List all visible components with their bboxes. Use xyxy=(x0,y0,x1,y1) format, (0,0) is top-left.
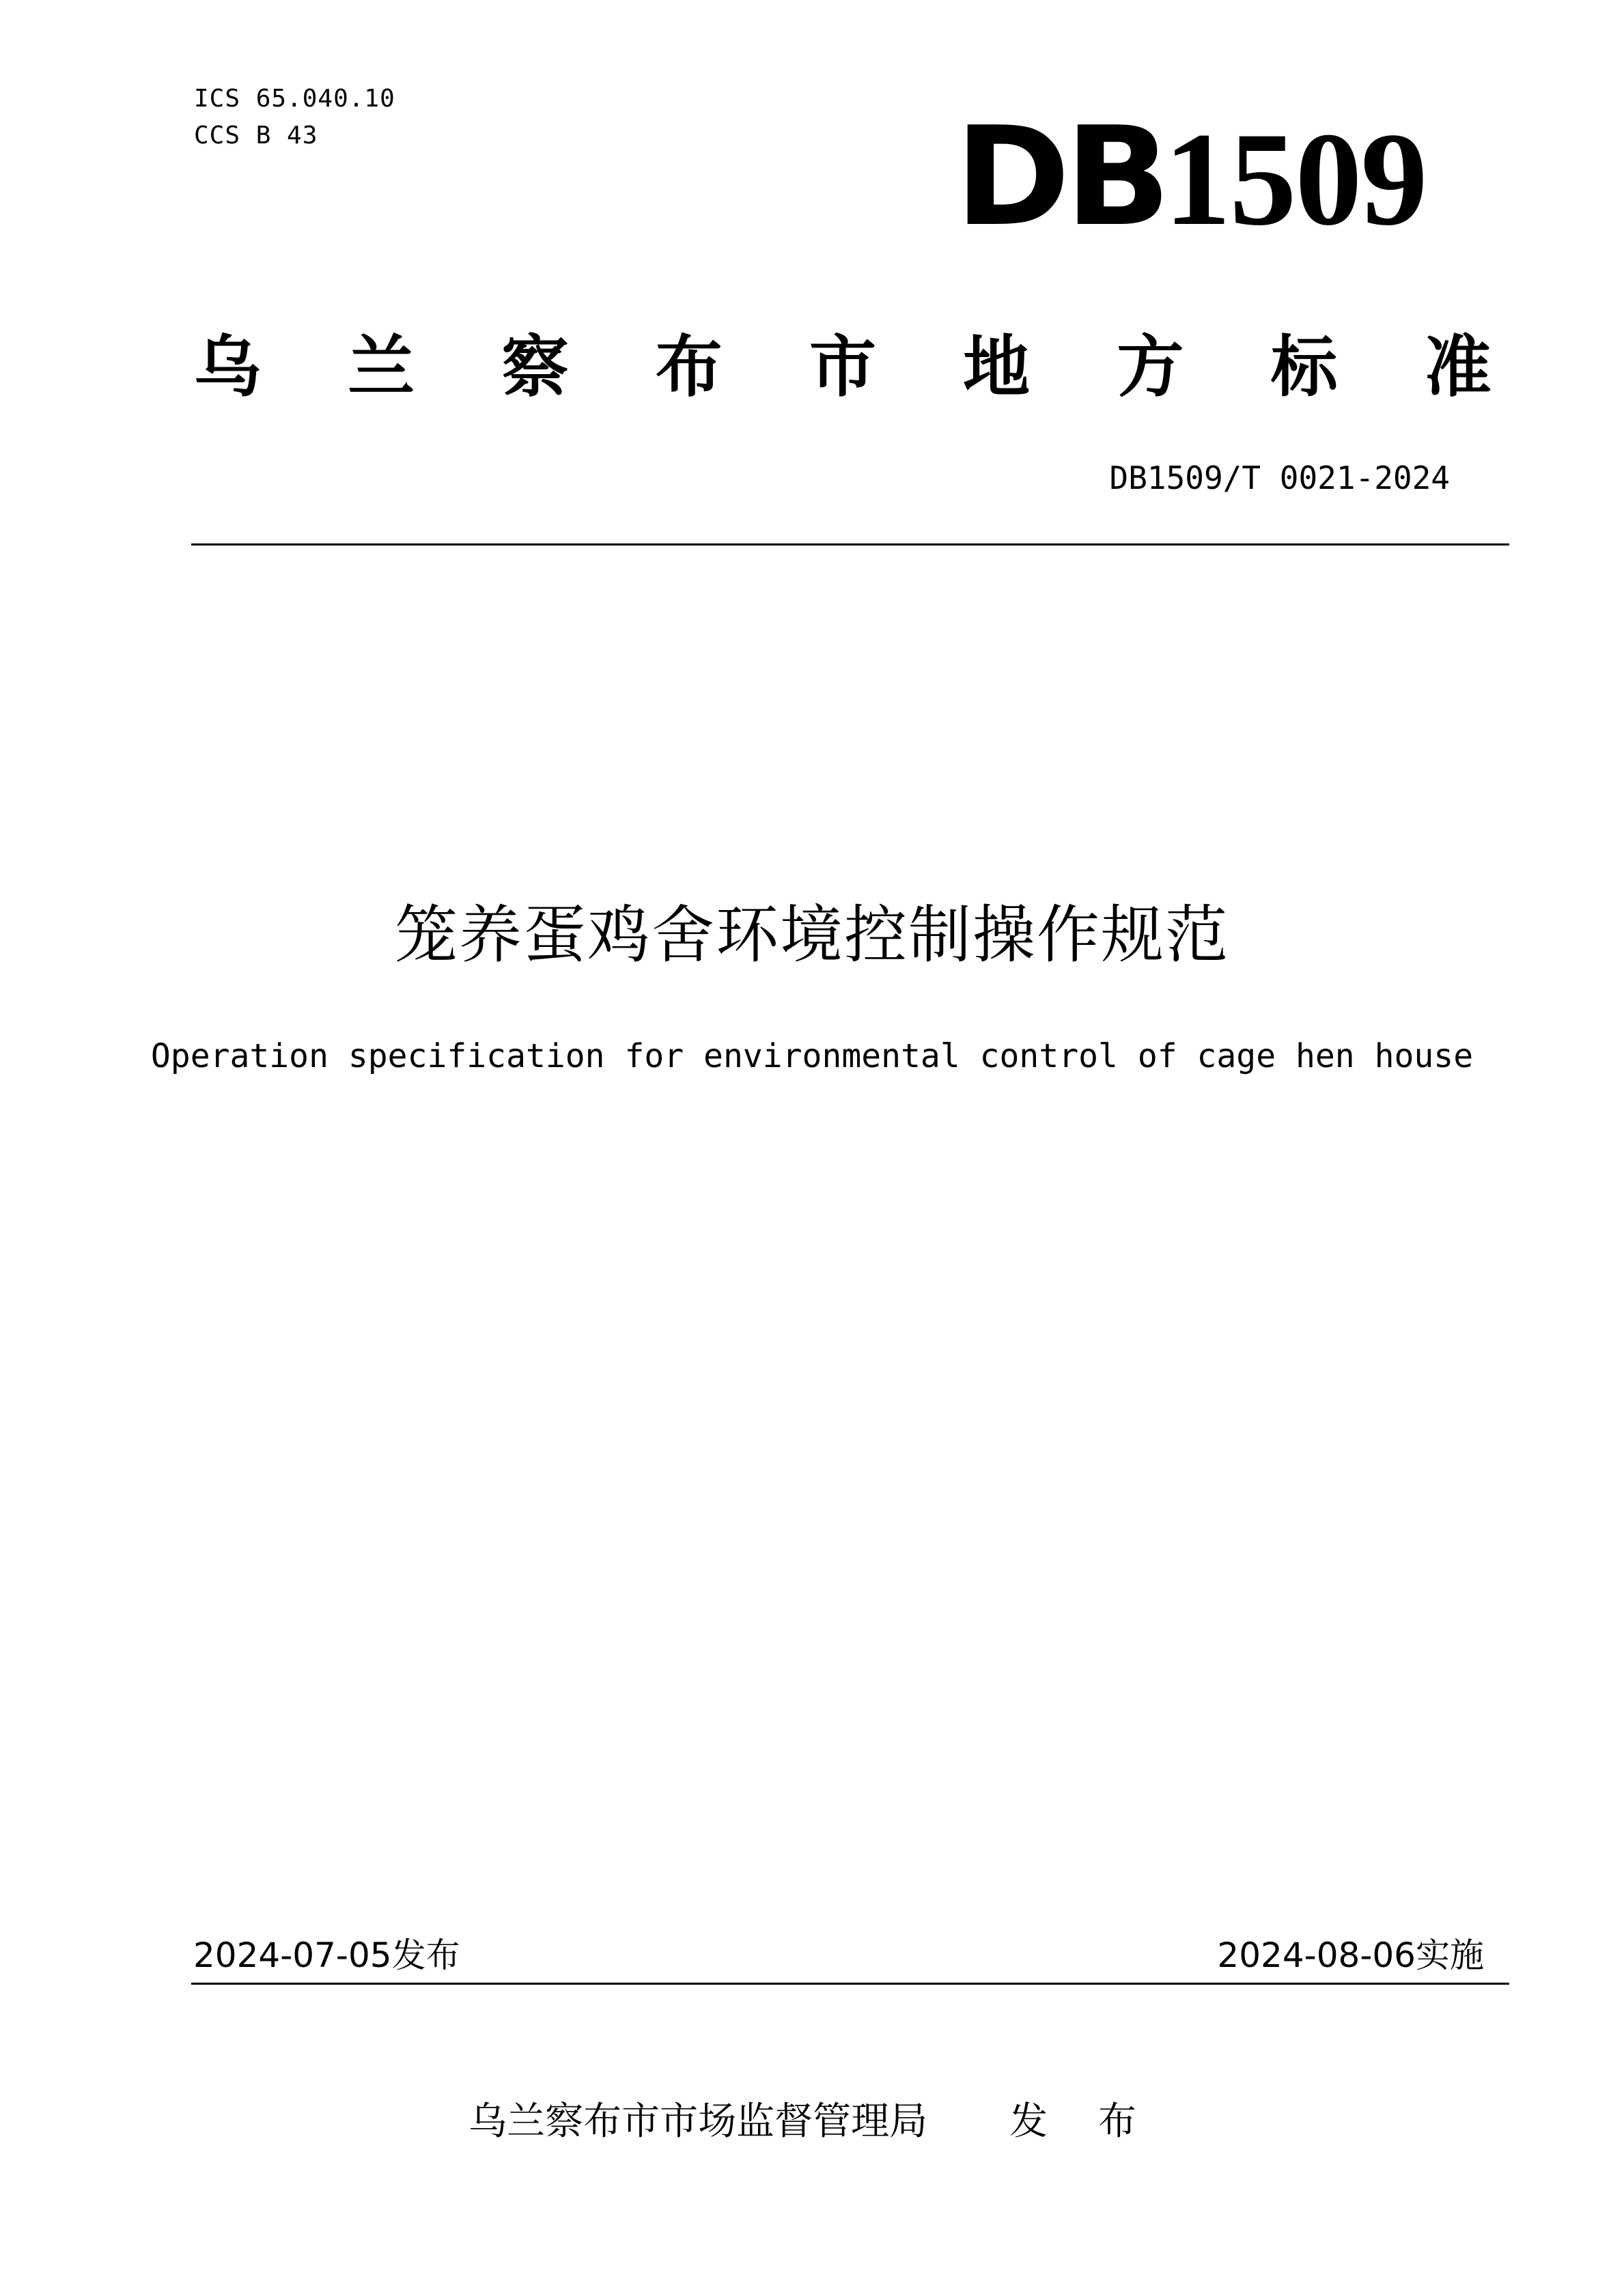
db-logo-number: 1509 xyxy=(1164,105,1427,253)
issuing-authority: 乌兰察布市市场监督管理局 xyxy=(468,2099,928,2144)
category-char: 市 xyxy=(809,328,876,406)
implement-date: 2024-08-06实施 xyxy=(1217,1936,1484,1975)
ccs-code: CCS B 43 xyxy=(194,122,318,150)
issuer-line xyxy=(0,2095,1624,2149)
category-char: 乌 xyxy=(194,328,262,406)
issue-word: 发 布 xyxy=(1009,2099,1156,2144)
footer-divider xyxy=(191,1983,1509,1985)
db-logo-prefix: DB xyxy=(955,98,1166,257)
category-char: 方 xyxy=(1117,328,1184,406)
standard-category-title xyxy=(194,326,1492,408)
category-char: 准 xyxy=(1424,328,1492,406)
document-title-chinese: 笼养蛋鸡舍环境控制操作规范 xyxy=(394,898,1229,972)
publish-date: 2024-07-05发布 xyxy=(193,1936,460,1975)
category-char: 标 xyxy=(1270,328,1338,406)
category-char: 地 xyxy=(963,328,1031,406)
category-char: 布 xyxy=(655,328,723,406)
db-logo xyxy=(955,98,1433,257)
category-char: 察 xyxy=(501,328,569,406)
document-title-english: Operation specification for environmental control of cage hen house xyxy=(150,1037,1474,1075)
ics-code: ICS 65.040.10 xyxy=(194,85,395,113)
header-divider xyxy=(191,543,1509,545)
classification-codes xyxy=(194,81,395,154)
category-char: 兰 xyxy=(348,328,415,406)
standard-number: DB1509/T 0021-2024 xyxy=(1109,459,1450,496)
